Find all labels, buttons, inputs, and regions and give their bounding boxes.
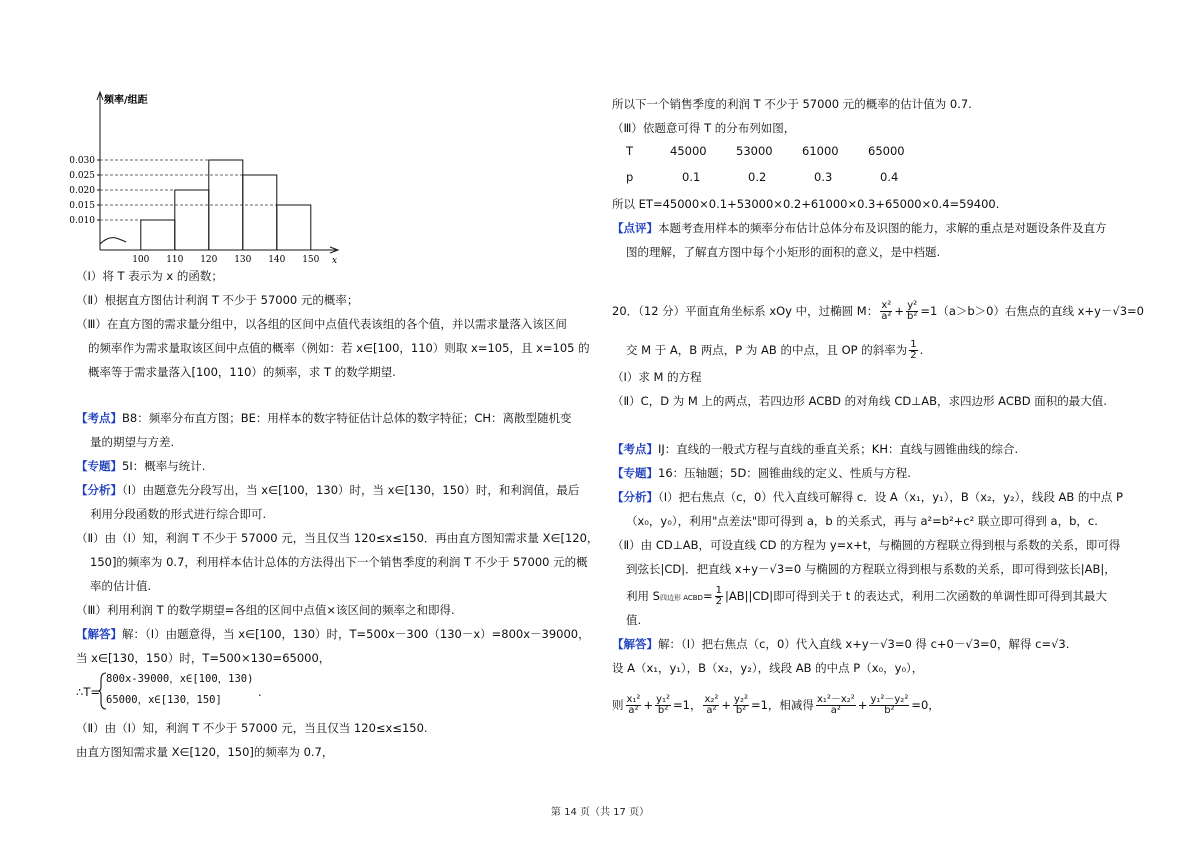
q20-stem-a: 20．（12 分）平面直角坐标系 xOy 中，过椭圆 M：: [612, 304, 879, 318]
fraction: [869, 695, 909, 716]
analysis-1: [76, 482, 579, 498]
topic-text: 16：压轴题；5D：圆锥曲线的定义、性质与方程.: [658, 466, 911, 480]
q20-stem-line2: [626, 340, 923, 361]
solution-1: [76, 626, 590, 642]
table-cell: 53000: [736, 144, 773, 158]
y-tick-label: 0.010: [69, 216, 95, 226]
analysis-text: （Ⅰ）把右焦点（c，0）代入直线可解得 c．设 A（x₁，y₁），B（x₂，y₂），线段 AB 的中点 P: [658, 490, 1123, 504]
x-tick-label: 100: [132, 255, 150, 265]
solution-r3: [612, 695, 940, 716]
fraction: [703, 695, 719, 716]
fraction: [906, 301, 918, 322]
page-footer: 第 14 页（共 17 页）: [550, 807, 650, 818]
then-word: 则: [612, 698, 624, 712]
fraction: [626, 695, 642, 716]
fraction: [909, 340, 917, 361]
solution-text: 解：（Ⅰ）把右焦点（c，0）代入直线 x+y－√3=0 得 c+0－√3=0，解得 c=√3.: [658, 637, 1070, 651]
denominator: a²: [706, 705, 717, 716]
question-part-3-line3: 概率等于需求量落入[100，110）的频率，求 T 的数学期望.: [88, 365, 396, 379]
denominator: 2: [910, 350, 917, 361]
analysis-r2-line2: 到弦长|CD|．把直线 x+y－√3=0 与椭圆的方程联立得到根与系数的关系，即可得到弦长|AB|，: [626, 562, 1116, 576]
numerator: 1: [715, 585, 722, 596]
table-cell: 0.4: [880, 170, 899, 184]
piecewise-period: .: [258, 685, 262, 699]
question-part-3-line2: 的频率作为需求量取该区间中点值的概率（例如：若 x∈[100，110）则取 x=105，且 x=105 的: [88, 341, 590, 355]
r-conclusion: 所以下一个销售季度的利润 T 不少于 57000 元的概率的估计值为 0.7.: [612, 97, 972, 111]
piecewise-case-2: 65000，x∈[130，150]: [106, 694, 222, 706]
denominator: a²: [628, 705, 639, 716]
axis-break-icon: [100, 238, 126, 244]
fraction: [715, 586, 723, 607]
denominator: b²: [884, 705, 895, 716]
equals-sign: =: [702, 589, 713, 603]
analysis-r2-line4: 值.: [626, 613, 642, 627]
numerator: 1: [910, 339, 917, 350]
analysis-3: （Ⅲ）利用利润 T 的数学期望=各组的区间中点值×该区间的频率之和即得.: [76, 603, 455, 617]
denominator: b²: [907, 311, 918, 322]
analysis-2-line3: 率的估计值.: [90, 579, 152, 593]
knowledge-point-tag: 【考点】: [612, 442, 658, 456]
histogram-bar: [243, 175, 277, 250]
table-cell: 45000: [670, 144, 707, 158]
analysis-tag: 【分析】: [76, 483, 122, 497]
denominator: a²: [881, 311, 892, 322]
y-tick-label: 0.025: [69, 171, 95, 181]
y-tick-label: 0.015: [69, 201, 95, 211]
histogram-bar: [175, 190, 209, 250]
plus-sign: +: [721, 698, 732, 712]
solution-r2: 设 A（x₁，y₁），B（x₂，y₂），线段 AB 的中点 P（x₀，y₀），: [612, 661, 924, 675]
knowledge-point-1: [76, 410, 572, 426]
topic-tag: 【专题】: [76, 459, 122, 473]
table-row: [626, 138, 934, 164]
analysis-text: |AB||CD|即可得到关于 t 的表达式，利用二次函数的单调性即可得到其最大: [724, 589, 1107, 603]
numerator: x²: [881, 300, 892, 311]
analysis-2: （Ⅱ）由（Ⅰ）知，利润 T 不少于 57000 元，当且仅当 120≤x≤150．再由直方图知需求量 X∈[120，: [76, 531, 599, 545]
topic-tag: 【专题】: [612, 466, 658, 480]
analysis-r2-line3: [626, 586, 1107, 607]
knowledge-point-tag: 【考点】: [76, 411, 122, 425]
analysis-r1: [612, 489, 1123, 505]
table-row: [626, 164, 934, 190]
piecewise-lhs: ∴T=: [76, 685, 100, 699]
numerator: y₁²: [656, 694, 671, 705]
table-cell: 65000: [868, 144, 905, 158]
topic-1: [76, 458, 205, 474]
denominator: a²: [830, 705, 841, 716]
fraction: [733, 695, 749, 716]
q20-part-1: （Ⅰ）求 M 的方程: [612, 370, 702, 384]
numerator: x₁²: [626, 694, 641, 705]
solution-line2: 当 x∈[130，150）时，T=500×130=65000，: [76, 651, 331, 665]
r-part-3-intro: （Ⅲ）依题意可得 T 的分布列如图，: [612, 121, 796, 135]
x-axis-label: x: [332, 256, 338, 266]
knowledge-point-2: [612, 441, 1018, 457]
numerator: x₂²: [704, 694, 719, 705]
plus-sign: +: [857, 698, 868, 712]
area-symbol: 利用 S: [626, 589, 660, 603]
x-tick-label: 130: [234, 255, 252, 265]
denominator: b²: [657, 705, 669, 716]
histogram-bar: [141, 220, 175, 250]
plus-sign: +: [894, 304, 905, 318]
question-part-1: （Ⅰ）将 T 表示为 x 的函数；: [76, 269, 223, 283]
analysis-tag: 【分析】: [612, 490, 658, 504]
analysis-r2: （Ⅱ）由 CD⊥AB，可设直线 CD 的方程为 y=x+t，与椭圆的方程联立得到根与系数的关系，即可得: [612, 538, 1121, 552]
table-cell: 0.1: [682, 170, 701, 184]
histogram-bar: [277, 205, 311, 250]
table-cell: T: [626, 144, 634, 158]
topic-2: [612, 465, 911, 481]
x-tick-label: 110: [166, 255, 184, 265]
histogram-chart: [60, 88, 350, 270]
equals-one: =1: [920, 304, 938, 318]
table-cell: 0.3: [814, 170, 833, 184]
numerator: x₁²－x₂²: [816, 694, 855, 705]
q20-stem: [612, 301, 1144, 322]
denominator: b²: [735, 705, 747, 716]
expectation: 所以 ET=45000×0.1+53000×0.2+61000×0.3+65000×0.4=59400.: [612, 197, 1000, 211]
y-tick-label: 0.020: [69, 186, 95, 196]
q20-stem-b: （a＞b＞0）右焦点的直线 x+y－√3=0: [937, 304, 1144, 318]
comment-text: 本题考查用样本的频率分布估计总体分布及识图的能力，求解的重点是对题设条件及直方: [658, 221, 1107, 235]
plus-sign: +: [643, 698, 654, 712]
table-cell: 61000: [802, 144, 839, 158]
analysis-2-line2: 150]的频率为 0.7，利用样本估计总体的方法得出下一个销售季度的利润 T 不少于 57000 元的概: [90, 555, 588, 569]
fraction: [655, 695, 671, 716]
question-part-2: （Ⅱ）根据直方图估计利润 T 不少于 57000 元的概率；: [76, 293, 359, 307]
y-axis-label: 频率/组距: [104, 95, 148, 106]
table-cell: 0.2: [748, 170, 767, 184]
solution-tag: 【解答】: [612, 637, 658, 651]
knowledge-point-text: B8：频率分布直方图；BE：用样本的数字特征估计总体的数字特征；CH：离散型随机变: [122, 411, 572, 425]
y-tick-label: 0.030: [69, 156, 95, 166]
knowledge-point-text: IJ：直线的一般式方程与直线的垂直关系；KH：直线与圆锥曲线的综合.: [658, 442, 1019, 456]
x-tick-label: 140: [268, 255, 286, 265]
topic-text: 5I：概率与统计.: [122, 459, 206, 473]
numerator: y²: [907, 300, 918, 311]
piecewise-case-1: 800x-39000，x∈[100，130): [106, 673, 254, 685]
table-cell: p: [626, 170, 634, 184]
analysis-text: （Ⅰ）由题意先分段写出，当 x∈[100，130）时，当 x∈[130，150）时，和利润值，最后: [122, 483, 580, 497]
equation-end: =1，: [673, 698, 702, 712]
denominator: 2: [715, 596, 722, 607]
comment-line2: 图的理解，了解直方图中每个小矩形的面积的意义，是中档题.: [626, 245, 941, 259]
analysis-1-line2: 利用分段函数的形式进行综合即可.: [90, 507, 267, 521]
solution-r1: [612, 636, 1069, 652]
numerator: y₂²: [734, 694, 748, 705]
distribution-table: [626, 138, 934, 190]
q20-stem-period: .: [919, 343, 924, 357]
numerator: y₁²－y₂²: [870, 694, 909, 705]
x-tick-label: 120: [200, 255, 218, 265]
knowledge-point-1-line2: 量的期望与方差.: [90, 435, 175, 449]
fraction: [816, 695, 856, 716]
comment-1: [612, 220, 1107, 236]
q20-part-2: （Ⅱ）C，D 为 M 上的两点，若四边形 ACBD 的对角线 CD⊥AB，求四边形 ACBD 面积的最大值.: [612, 394, 1107, 408]
subtract-text: =1，相减得: [750, 698, 814, 712]
analysis-r1-line2: （x₀，y₀），利用"点差法"即可得到 a，b 的关系式，再与 a²=b²+c² 联立即可得到 a，b，c.: [626, 514, 1098, 528]
solution-text: 解：（Ⅰ）由题意得，当 x∈[100，130）时，T=500x－300（130－x）=800x－39000，: [122, 627, 590, 641]
equation-end: =0，: [911, 698, 940, 712]
comment-tag: 【点评】: [612, 221, 658, 235]
solution-tag: 【解答】: [76, 627, 122, 641]
x-tick-label: 150: [302, 255, 320, 265]
solution-part-2-line2: 由直方图知需求量 X∈[120，150]的频率为 0.7，: [76, 745, 334, 759]
q20-stem-c: 交 M 于 A，B 两点，P 为 AB 的中点，且 OP 的斜率为: [626, 343, 908, 357]
question-part-3: （Ⅲ）在直方图的需求量分组中，以各组的区间中点值代表该组的各个值，并以需求量落入该区间: [76, 317, 567, 331]
area-subscript: 四边形 ACBD: [659, 594, 703, 602]
solution-part-2: （Ⅱ）由（Ⅰ）知，利润 T 不少于 57000 元，当且仅当 120≤x≤150.: [76, 721, 428, 735]
fraction: [880, 301, 892, 322]
